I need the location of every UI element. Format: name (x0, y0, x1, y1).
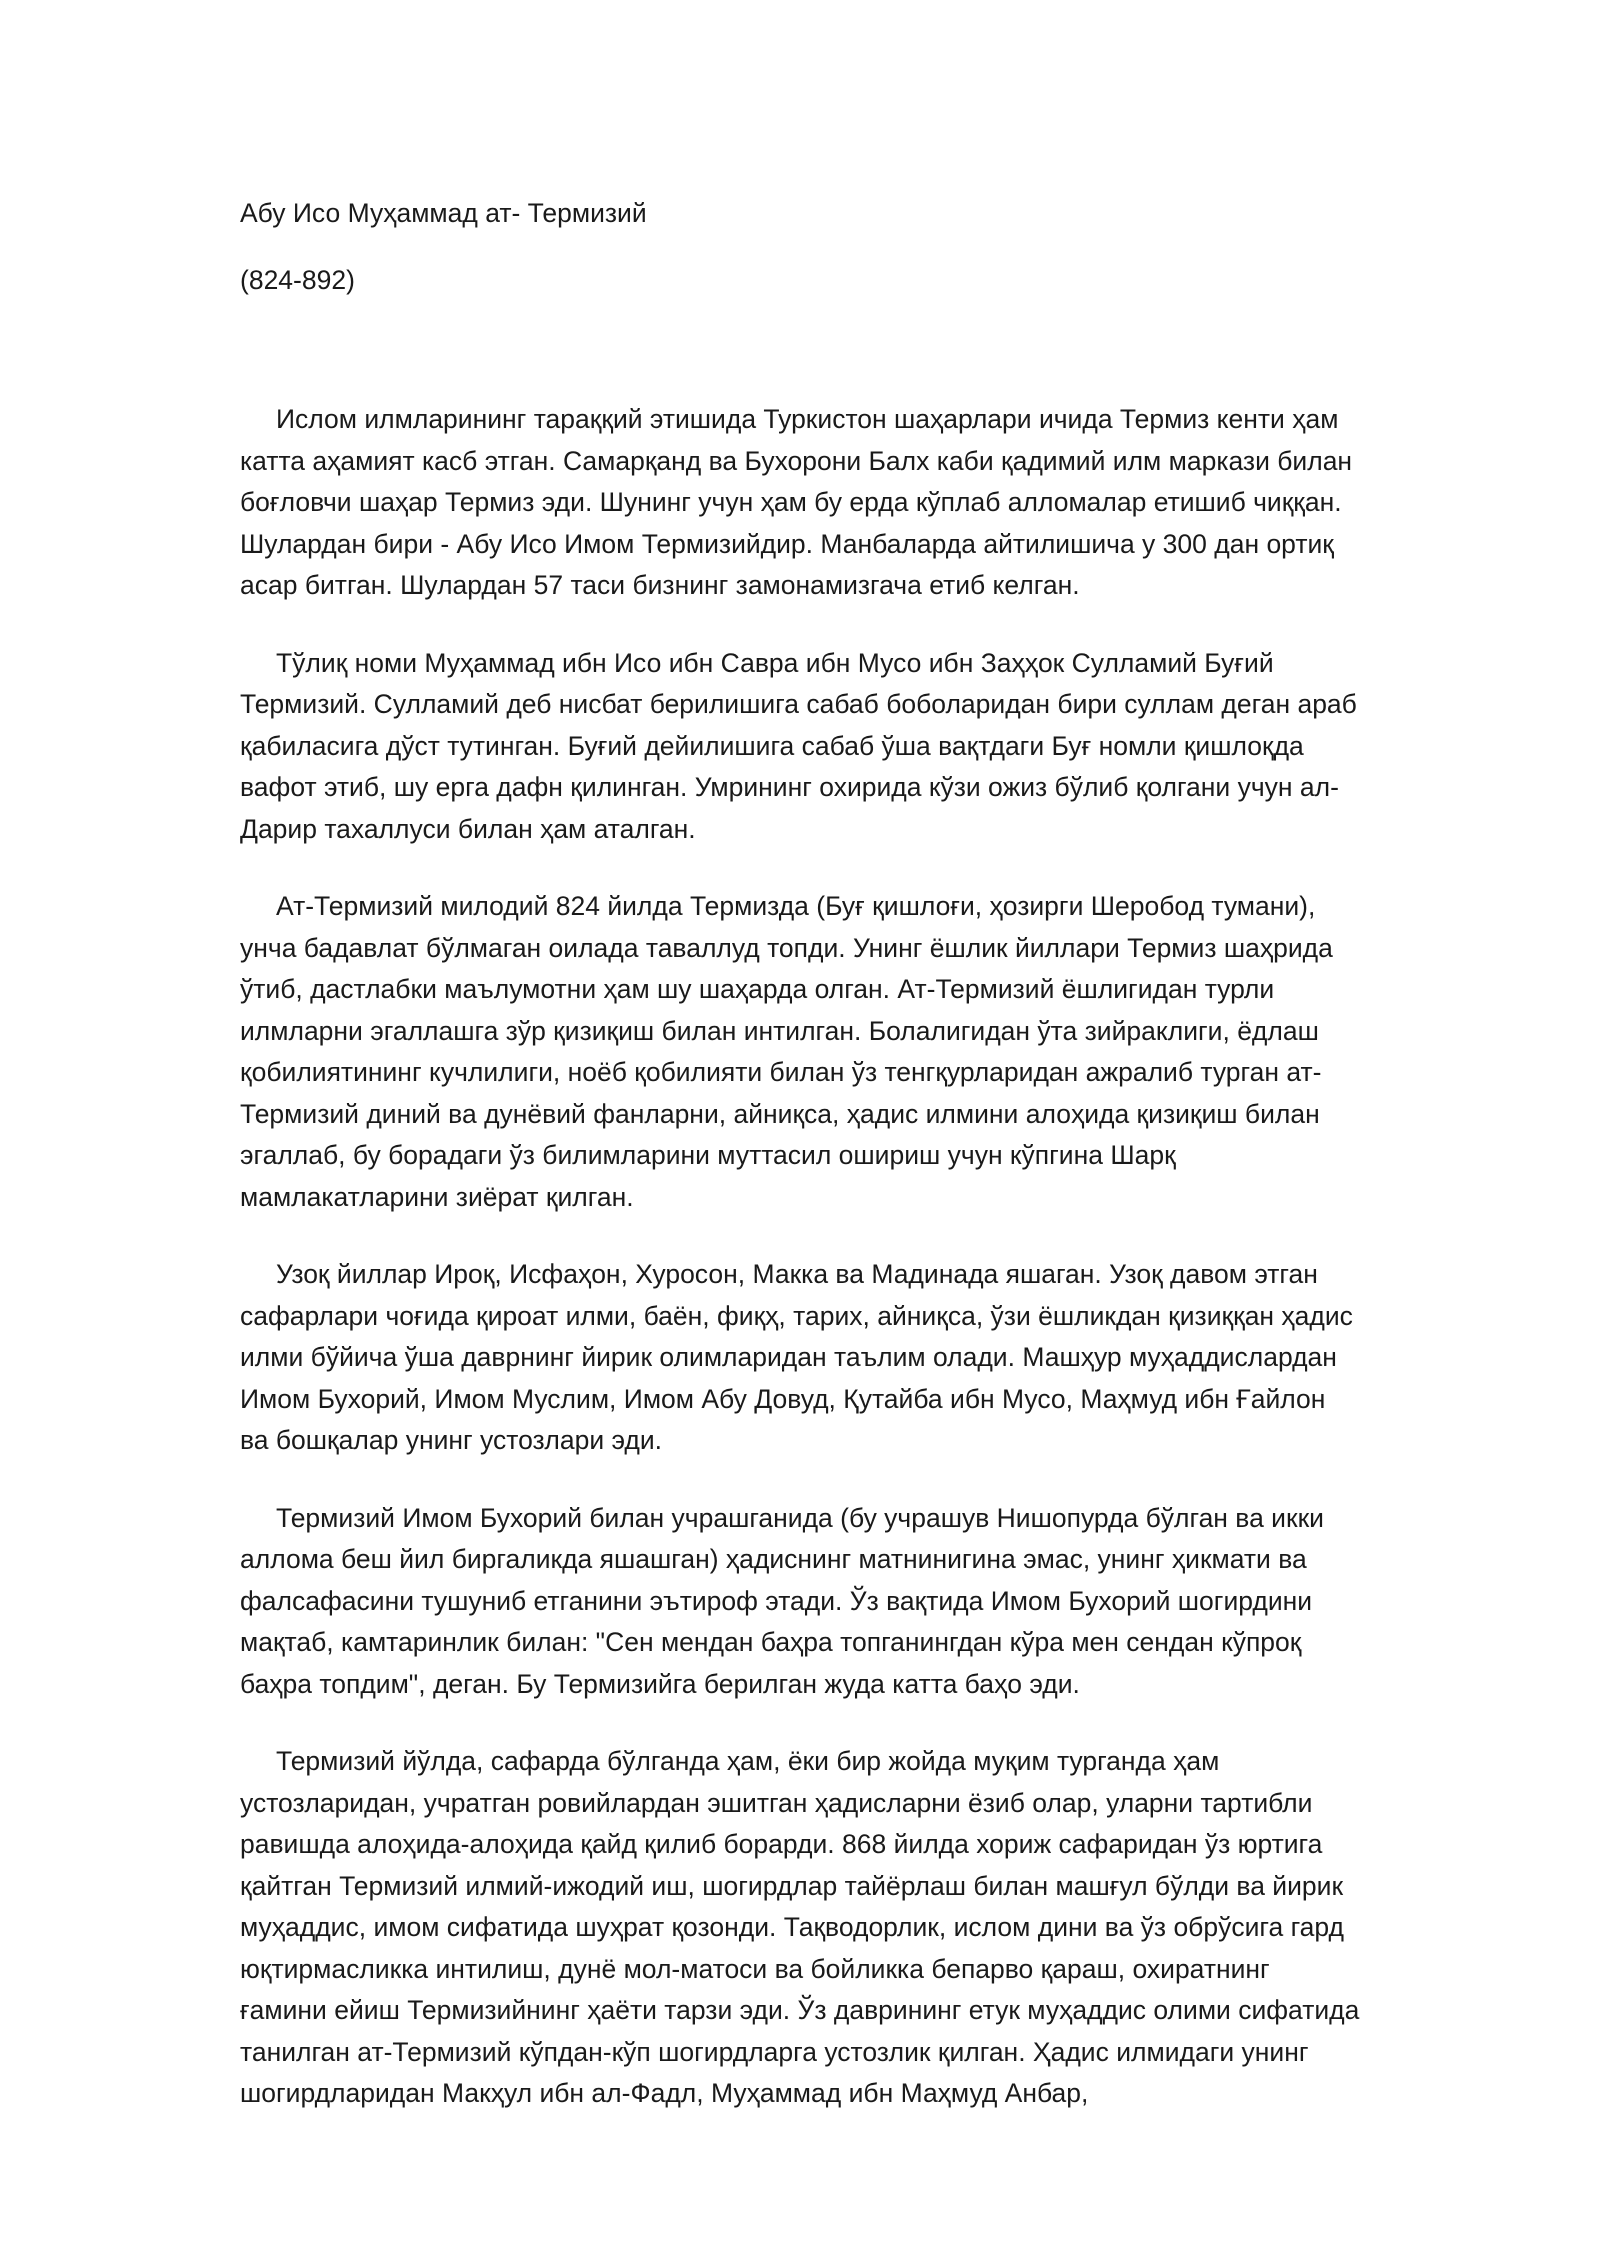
paragraph: Термизий йўлда, сафарда бўлганда ҳам, ёки бир жойда муқим турганда ҳам устозларидан, учратган ровийлардан эшитган ҳадисларни ёзиб олар, уларни тартибли равишда алоҳида-алоҳида қайд қилиб борарди. 868 йилда хориж сафаридан ўз юртига қайтган Термизий илмий-ижодий иш, шогирдлар тайёрлаш билан машғул бўлди ва йирик муҳаддис, имом сифатида шуҳрат қозонди. Тақводорлик, ислом дини ва ўз обрўсига гард юқтирмасликка интилиш, дунё мол-матоси ва бойликка бепарво қараш, охиратнинг ғамини ейиш Термизийнинг ҳаёти тарзи эди. Ўз даврининг етук муҳаддис олими сифатида танилган ат-Термизий кўпдан-кўп шогирдларга устозлик қилган. Ҳадис илмидаги унинг шогирдларидан Макҳул ибн ал-Фадл, Муҳаммад ибн Маҳмуд Анбар, (240, 1746, 1360, 2108)
paragraph: Узоқ йиллар Ироқ, Исфаҳон, Хуросон, Макка ва Мадинада яшаган. Узоқ давом этган сафарлари чоғида қироат илми, баён, фиқҳ, тарих, айниқса, ўзи ёшликдан қизиққан ҳадис илми бўйича ўша даврнинг йирик олимларидан таълим олади. Машҳур муҳаддислардан Имом Бухорий, Имом Муслим, Имом Абу Довуд, Қутайба ибн Мусо, Маҳмуд ибн Ғайлон ва бошқалар унинг устозлари эди. (240, 1259, 1353, 1455)
document-body (240, 399, 1360, 2151)
paragraph: Тўлиқ номи Муҳаммад ибн Исо ибн Савра ибн Мусо ибн Заҳҳок Сулламий Буғий Термизий. Сулламий деб нисбат берилишига сабаб боболаридан бири суллам деган араб қабиласига дўст тутинган. Буғий дейилишига сабаб ўша вақтдаги Буғ номли қишлоқда вафот этиб, шу ерга дафн қилинган. Умрининг охирида кўзи ожиз бўлиб қолгани учун ал-Дарир тахаллуси билан ҳам аталган. (240, 647, 1357, 844)
paragraph: Термизий Имом Бухорий билан учрашганида (бу учрашув Нишопурда бўлган ва икки аллома беш йил биргаликда яшашган) ҳадиснинг матнинигина эмас, унинг ҳикмати ва фалсафасини тушуниб етганини эътироф этади. Ўз вақтида Имом Бухорий шогирдини мақтаб, камтаринлик билан: "Сен мендан баҳра топганингдан кўра мен сендан кўпроқ баҳра топдим", деган. Бу Термизийга берилган жуда катта баҳо эди. (240, 1502, 1324, 1699)
paragraph: Ислом илмларининг тараққий этишида Туркистон шаҳарлари ичида Термиз кенти ҳам катта аҳамият касб этган. Самарқанд ва Бухорони Балх каби қадимий илм маркази билан боғловчи шаҳар Термиз эди. Шунинг учун ҳам бу ерда кўплаб алломалар етишиб чиққан. Шулардан бири - Абу Исо Имом Термизийдир. Манбаларда айтилишича у 300 дан ортиқ асар битган. Шулардан 57 таси бизнинг замонамизгача етиб келган. (240, 404, 1353, 600)
document-title: Абу Исо Муҳаммад ат- Термизий (240, 198, 647, 228)
paragraph: Ат-Термизий милодий 824 йилда Термизда (Буғ қишлоғи, ҳозирги Шеробод тумани), унча бадавлат бўлмаган оилада таваллуд топди. Унинг ёшлик йиллари Термиз шаҳрида ўтиб, дастлабки маълумотни ҳам шу шаҳарда олган. Ат-Термизий ёшлигидан турли илмларни эгаллашга зўр қизиқиш билан интилган. Болалигидан ўта зийраклиги, ёдлаш қобилиятининг кучлилиги, ноёб қобилияти билан ўз тенгқурларидан ажралиб турган ат-Термизий диний ва дунёвий фанларни, айниқса, ҳадис илмини алоҳида қизиқиш билан эгаллаб, бу борадаги ўз билимларини муттасил ошириш учун кўпгина Шарқ мамлакатларини зиёрат қилган. (240, 891, 1333, 1212)
life-dates: (824-892) (240, 265, 355, 295)
